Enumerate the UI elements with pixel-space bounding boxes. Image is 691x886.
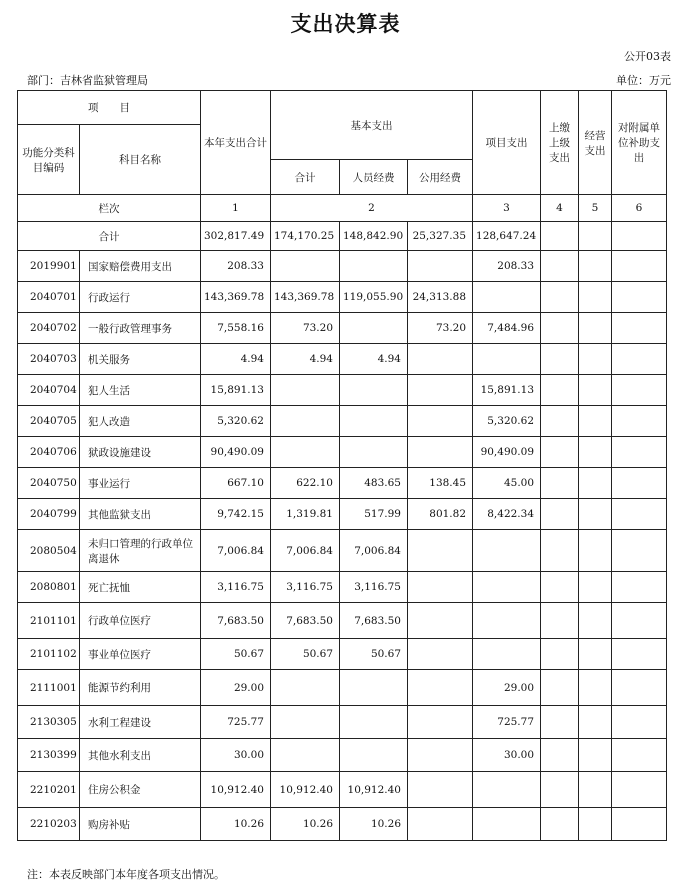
project-cell: 208.33 <box>473 251 541 282</box>
business-cell <box>579 468 612 499</box>
basic-total-cell <box>271 406 340 437</box>
upper-cell <box>541 222 579 251</box>
public-cell <box>408 739 473 772</box>
total-cell: 5,320.62 <box>201 406 271 437</box>
code-cell: 2040799 <box>18 499 80 530</box>
name-cell: 犯人改造 <box>80 406 201 437</box>
public-cell <box>408 639 473 670</box>
code-cell: 2210203 <box>18 808 80 841</box>
total-cell: 50.67 <box>201 639 271 670</box>
code-cell: 2019901 <box>18 251 80 282</box>
basic-total-cell <box>271 739 340 772</box>
personnel-cell: 10,912.40 <box>340 772 408 808</box>
subsidy-cell <box>612 572 667 603</box>
table-row <box>18 375 667 406</box>
upper-cell <box>541 344 579 375</box>
table-row <box>18 530 667 572</box>
public-cell: 138.45 <box>408 468 473 499</box>
table-row <box>18 313 667 344</box>
business-cell <box>579 603 612 639</box>
upper-cell <box>541 572 579 603</box>
public-cell <box>408 251 473 282</box>
col-index-5: 5 <box>579 195 612 222</box>
header-func-code: 功能分类科目编码 <box>18 125 80 195</box>
code-cell: 2101101 <box>18 603 80 639</box>
code-cell: 2210201 <box>18 772 80 808</box>
name-cell: 死亡抚恤 <box>80 572 201 603</box>
code-cell: 2080504 <box>18 530 80 572</box>
total-cell: 725.77 <box>201 706 271 739</box>
upper-cell <box>541 603 579 639</box>
col-index-1: 1 <box>201 195 271 222</box>
subsidy-cell <box>612 603 667 639</box>
basic-total-cell: 7,683.50 <box>271 603 340 639</box>
code-cell: 2040701 <box>18 282 80 313</box>
project-cell: 128,647.24 <box>473 222 541 251</box>
personnel-cell: 10.26 <box>340 808 408 841</box>
department-label: 部门：吉林省监狱管理局 <box>27 74 148 87</box>
public-cell <box>408 437 473 468</box>
name-cell: 国家赔偿费用支出 <box>80 251 201 282</box>
project-cell: 15,891.13 <box>473 375 541 406</box>
subsidy-cell <box>612 344 667 375</box>
total-cell: 15,891.13 <box>201 375 271 406</box>
personnel-cell <box>340 670 408 706</box>
subsidy-cell <box>612 468 667 499</box>
business-cell <box>579 282 612 313</box>
col-index-6: 6 <box>612 195 667 222</box>
business-cell <box>579 499 612 530</box>
business-cell <box>579 375 612 406</box>
personnel-cell: 50.67 <box>340 639 408 670</box>
upper-cell <box>541 670 579 706</box>
total-cell: 30.00 <box>201 739 271 772</box>
project-cell: 90,490.09 <box>473 437 541 468</box>
total-cell: 667.10 <box>201 468 271 499</box>
upper-cell <box>541 706 579 739</box>
code-cell: 2040705 <box>18 406 80 437</box>
basic-total-cell: 4.94 <box>271 344 340 375</box>
form-code: 公开03表 <box>624 50 671 63</box>
subsidy-cell <box>612 499 667 530</box>
name-cell: 事业运行 <box>80 468 201 499</box>
personnel-cell <box>340 706 408 739</box>
public-cell <box>408 772 473 808</box>
total-cell: 10.26 <box>201 808 271 841</box>
code-cell: 2080801 <box>18 572 80 603</box>
personnel-cell: 517.99 <box>340 499 408 530</box>
total-cell: 3,116.75 <box>201 572 271 603</box>
header-total: 本年支出合计 <box>201 91 271 195</box>
subsidy-cell <box>612 437 667 468</box>
basic-total-cell: 1,319.81 <box>271 499 340 530</box>
total-cell: 10,912.40 <box>201 772 271 808</box>
name-cell: 犯人生活 <box>80 375 201 406</box>
name-cell: 水利工程建设 <box>80 706 201 739</box>
project-cell: 8,422.34 <box>473 499 541 530</box>
public-cell <box>408 603 473 639</box>
basic-total-cell: 143,369.78 <box>271 282 340 313</box>
unit-label: 单位：万元 <box>616 74 671 87</box>
personnel-cell <box>340 437 408 468</box>
table-row <box>18 670 667 706</box>
project-cell: 45.00 <box>473 468 541 499</box>
upper-cell <box>541 530 579 572</box>
table-row <box>18 499 667 530</box>
public-cell <box>408 406 473 437</box>
basic-total-cell: 73.20 <box>271 313 340 344</box>
table-row <box>18 344 667 375</box>
business-cell <box>579 406 612 437</box>
subsidy-cell <box>612 313 667 344</box>
footnote: 注：本表反映部门本年度各项支出情况。 <box>27 868 225 881</box>
public-cell <box>408 375 473 406</box>
project-cell: 5,320.62 <box>473 406 541 437</box>
total-cell: 90,490.09 <box>201 437 271 468</box>
table-row <box>18 468 667 499</box>
personnel-cell <box>340 375 408 406</box>
name-cell: 其他水利支出 <box>80 739 201 772</box>
page-title: 支出决算表 <box>290 11 401 36</box>
public-cell: 25,327.35 <box>408 222 473 251</box>
public-cell: 73.20 <box>408 313 473 344</box>
header-personnel: 人员经费 <box>340 160 408 195</box>
total-cell: 7,683.50 <box>201 603 271 639</box>
header-project: 项目支出 <box>473 91 541 195</box>
table-row <box>18 437 667 468</box>
business-cell <box>579 706 612 739</box>
upper-cell <box>541 313 579 344</box>
name-cell: 未归口管理的行政单位离退休 <box>80 530 201 572</box>
public-cell <box>408 670 473 706</box>
header-col-index: 栏次 <box>18 195 201 222</box>
code-cell: 2130305 <box>18 706 80 739</box>
personnel-cell: 483.65 <box>340 468 408 499</box>
upper-cell <box>541 499 579 530</box>
public-cell <box>408 530 473 572</box>
name-cell: 一般行政管理事务 <box>80 313 201 344</box>
name-cell: 机关服务 <box>80 344 201 375</box>
business-cell <box>579 670 612 706</box>
personnel-cell <box>340 313 408 344</box>
project-cell <box>473 530 541 572</box>
subsidy-cell <box>612 639 667 670</box>
code-cell: 2040750 <box>18 468 80 499</box>
personnel-cell: 7,006.84 <box>340 530 408 572</box>
business-cell <box>579 530 612 572</box>
upper-cell <box>541 468 579 499</box>
upper-cell <box>541 772 579 808</box>
col-index-4: 4 <box>541 195 579 222</box>
personnel-cell: 148,842.90 <box>340 222 408 251</box>
col-index-3: 3 <box>473 195 541 222</box>
total-cell: 143,369.78 <box>201 282 271 313</box>
upper-cell <box>541 739 579 772</box>
total-row <box>18 222 667 251</box>
public-cell <box>408 706 473 739</box>
total-cell: 4.94 <box>201 344 271 375</box>
public-cell <box>408 808 473 841</box>
code-cell: 2040704 <box>18 375 80 406</box>
personnel-cell: 4.94 <box>340 344 408 375</box>
basic-total-cell: 7,006.84 <box>271 530 340 572</box>
name-cell: 住房公积金 <box>80 772 201 808</box>
subsidy-cell <box>612 282 667 313</box>
total-cell: 7,006.84 <box>201 530 271 572</box>
project-cell <box>473 572 541 603</box>
name-cell: 能源节约利用 <box>80 670 201 706</box>
header-basic: 基本支出 <box>271 91 473 160</box>
code-cell: 2130399 <box>18 739 80 772</box>
table-row <box>18 739 667 772</box>
project-cell: 7,484.96 <box>473 313 541 344</box>
basic-total-cell: 10,912.40 <box>271 772 340 808</box>
project-cell <box>473 344 541 375</box>
basic-total-cell <box>271 375 340 406</box>
table-row <box>18 603 667 639</box>
col-index-2: 2 <box>271 195 473 222</box>
project-cell: 30.00 <box>473 739 541 772</box>
upper-cell <box>541 639 579 670</box>
project-cell: 29.00 <box>473 670 541 706</box>
name-cell: 事业单位医疗 <box>80 639 201 670</box>
personnel-cell <box>340 251 408 282</box>
code-cell: 2040702 <box>18 313 80 344</box>
name-cell: 行政运行 <box>80 282 201 313</box>
public-cell <box>408 344 473 375</box>
total-cell: 208.33 <box>201 251 271 282</box>
project-cell <box>473 808 541 841</box>
subsidy-cell <box>612 251 667 282</box>
public-cell: 801.82 <box>408 499 473 530</box>
basic-total-cell <box>271 706 340 739</box>
subsidy-cell <box>612 808 667 841</box>
total-label: 合计 <box>18 222 201 251</box>
header-basic-total: 合计 <box>271 160 340 195</box>
table-row <box>18 251 667 282</box>
business-cell <box>579 808 612 841</box>
basic-total-cell: 10.26 <box>271 808 340 841</box>
business-cell <box>579 437 612 468</box>
subsidy-cell <box>612 406 667 437</box>
total-cell: 302,817.49 <box>201 222 271 251</box>
business-cell <box>579 572 612 603</box>
name-cell: 狱政设施建设 <box>80 437 201 468</box>
project-cell <box>473 282 541 313</box>
total-cell: 7,558.16 <box>201 313 271 344</box>
upper-cell <box>541 251 579 282</box>
basic-total-cell <box>271 251 340 282</box>
upper-cell <box>541 406 579 437</box>
personnel-cell: 7,683.50 <box>340 603 408 639</box>
subsidy-cell <box>612 222 667 251</box>
code-cell: 2040706 <box>18 437 80 468</box>
public-cell <box>408 572 473 603</box>
basic-total-cell: 3,116.75 <box>271 572 340 603</box>
upper-cell <box>541 437 579 468</box>
subsidy-cell <box>612 772 667 808</box>
upper-cell <box>541 808 579 841</box>
expenditure-table <box>17 90 667 841</box>
subsidy-cell <box>612 670 667 706</box>
header-public: 公用经费 <box>408 160 473 195</box>
code-cell: 2040703 <box>18 344 80 375</box>
name-cell: 其他监狱支出 <box>80 499 201 530</box>
business-cell <box>579 251 612 282</box>
business-cell <box>579 222 612 251</box>
table-row <box>18 406 667 437</box>
table-row <box>18 639 667 670</box>
total-cell: 29.00 <box>201 670 271 706</box>
business-cell <box>579 344 612 375</box>
table-row <box>18 282 667 313</box>
personnel-cell <box>340 739 408 772</box>
total-cell: 9,742.15 <box>201 499 271 530</box>
project-cell: 725.77 <box>473 706 541 739</box>
basic-total-cell: 174,170.25 <box>271 222 340 251</box>
subsidy-cell <box>612 530 667 572</box>
personnel-cell: 3,116.75 <box>340 572 408 603</box>
personnel-cell <box>340 406 408 437</box>
header-item: 项 目 <box>18 91 201 125</box>
subsidy-cell <box>612 706 667 739</box>
basic-total-cell <box>271 670 340 706</box>
table-row <box>18 706 667 739</box>
project-cell <box>473 603 541 639</box>
header-upper: 上缴上级支出 <box>541 91 579 195</box>
public-cell: 24,313.88 <box>408 282 473 313</box>
project-cell <box>473 772 541 808</box>
name-cell: 购房补贴 <box>80 808 201 841</box>
subsidy-cell <box>612 739 667 772</box>
table-row <box>18 808 667 841</box>
basic-total-cell: 622.10 <box>271 468 340 499</box>
header-business: 经营支出 <box>579 91 612 195</box>
business-cell <box>579 639 612 670</box>
personnel-cell: 119,055.90 <box>340 282 408 313</box>
header-subject-name: 科目名称 <box>80 125 201 195</box>
upper-cell <box>541 375 579 406</box>
header-subsidy: 对附属单位补助支出 <box>612 91 667 195</box>
basic-total-cell <box>271 437 340 468</box>
project-cell <box>473 639 541 670</box>
code-cell: 2101102 <box>18 639 80 670</box>
table-row <box>18 572 667 603</box>
business-cell <box>579 313 612 344</box>
upper-cell <box>541 282 579 313</box>
business-cell <box>579 739 612 772</box>
name-cell: 行政单位医疗 <box>80 603 201 639</box>
code-cell: 2111001 <box>18 670 80 706</box>
subsidy-cell <box>612 375 667 406</box>
business-cell <box>579 772 612 808</box>
basic-total-cell: 50.67 <box>271 639 340 670</box>
table-row <box>18 772 667 808</box>
